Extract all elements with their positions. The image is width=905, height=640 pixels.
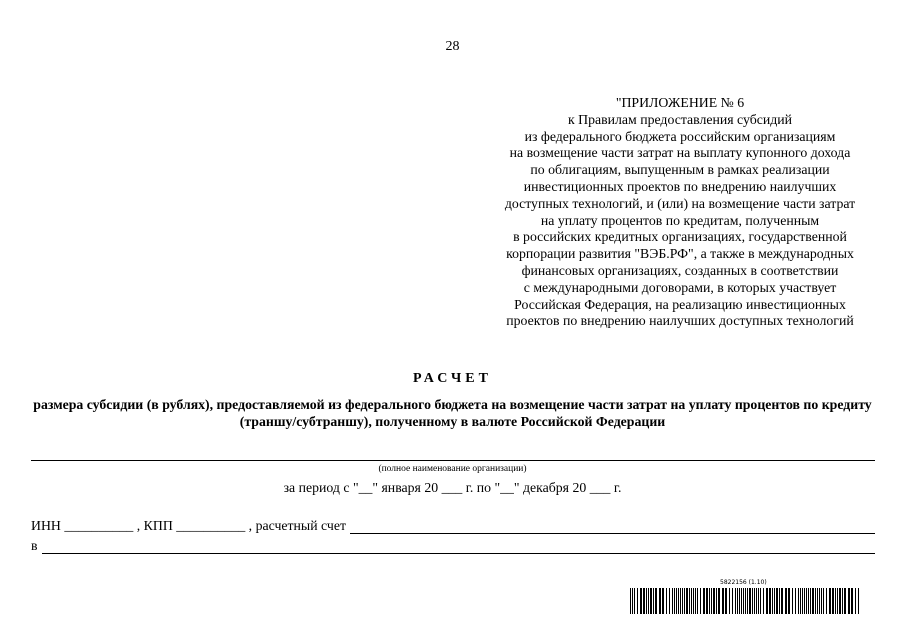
account-number-field[interactable] <box>350 520 875 534</box>
appendix-header <box>470 95 890 330</box>
appendix-line: на возмещение части затрат на выплату купонного дохода <box>509 145 851 161</box>
appendix-line: Российская Федерация, на реализацию инвестиционных <box>514 296 846 312</box>
barcode-code: 5822156 (1.10) <box>720 579 767 586</box>
appendix-line: инвестиционных проектов по внедрению наилучших <box>523 178 837 194</box>
barcode-image <box>630 588 862 614</box>
inn-kpp-account-label: ИНН __________ , КПП __________ , расчетный счет <box>31 518 346 533</box>
appendix-line: по облигациям, выпущенным в рамках реализации <box>530 162 830 178</box>
appendix-line: проектов по внедрению наилучших доступных технологий <box>506 313 854 329</box>
calculation-subtitle: размера субсидии (в рублях), предоставляемой из федерального бюджета на возмещение части затрат на уплату процентов по кредиту (траншу/субтраншу), полученному в валюте Российской Федерации <box>33 397 872 429</box>
appendix-line: финансовых организациях, созданных в соответствии <box>521 262 839 278</box>
period-line: за период с "__" января 20 ___ г. по "__" декабря 20 ___ г. <box>283 480 622 495</box>
inn-kpp-account-row <box>31 518 875 534</box>
organization-name-caption: (полное наименование организации) <box>378 464 527 474</box>
appendix-line: "ПРИЛОЖЕНИЕ № 6 <box>615 95 745 110</box>
bank-prefix-label: в <box>31 538 38 553</box>
appendix-line: из федерального бюджета российским организациям <box>524 128 836 144</box>
bank-row <box>31 538 875 554</box>
appendix-line: с международными договорами, в которых участвует <box>523 279 837 295</box>
calculation-title: РАСЧЕТ <box>413 371 492 386</box>
bank-name-field[interactable] <box>42 540 875 554</box>
page-number: 28 <box>445 39 460 54</box>
organization-name-field[interactable] <box>31 460 875 461</box>
appendix-line: доступных технологий, и (или) на возмещение части затрат <box>504 195 856 211</box>
appendix-line: к Правилам предоставления субсидий <box>567 111 793 127</box>
appendix-line: на уплату процентов по кредитам, полученным <box>540 212 820 228</box>
appendix-line: в российских кредитных организациях, государственной <box>513 229 847 245</box>
appendix-line: корпорации развития "ВЭБ.РФ", а также в международных <box>506 246 854 262</box>
